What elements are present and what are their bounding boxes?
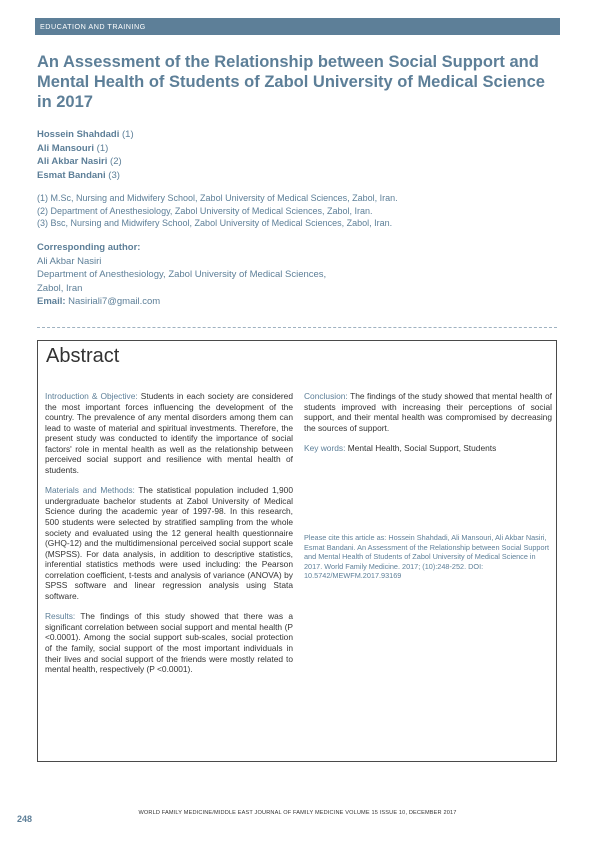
abstract-keywords-paragraph bbox=[304, 443, 552, 454]
section-header-band bbox=[35, 18, 560, 35]
author-list bbox=[37, 128, 134, 182]
methods-text: The statistical population included 1,900 undergraduate bachelor students at Zabol University of Medical Science during the academic year of 1997-98. In this research, 500 students were selected by stratified sampling from the whole society and evaluated using the 12 general health questionnaire (GHQ-12) and the multidimensional perceived social support scale (MSPSS). For data analysis, in addition to descriptive statistics, inferential statistics methods were used including: the Pearson correlation coefficient, t-tests and analysis of variance (ANOVA) by SPSS software and linear regression analysis using Stata software. bbox=[45, 485, 293, 601]
abstract-box bbox=[37, 340, 557, 762]
author-item bbox=[37, 142, 134, 156]
conclusion-label: Conclusion: bbox=[304, 391, 348, 401]
corresponding-name: Ali Akbar Nasiri bbox=[37, 255, 102, 267]
intro-text: Students in each society are considered the most important forces influencing the development of the country. The prevalence of any mental disorders among them can lead to waste of material and spiritual investments. Therefore, the present study was conducted to identify the importance of social factors' role in mental health as well as the relationship between perceived social support and resilience with mental health of students. bbox=[45, 391, 294, 475]
abstract-intro-paragraph bbox=[45, 391, 293, 475]
author-ref: (1) bbox=[122, 129, 134, 140]
abstract-methods-paragraph bbox=[45, 485, 293, 601]
page-number: 248 bbox=[17, 814, 33, 824]
author-ref: (3) bbox=[108, 169, 120, 181]
citation-note: Please cite this article as: Hossein Shahdadi, Ali Mansouri, Ali Akbar Nasiri, Esmat Bandani. An Assessment of the Relationship between Social Support and Mental Health of Students of Zabol University of Medical Science in 2017. World Family Medicine. 2017; (10):248-252. DOI: 10.5742/MEWFM.2017.93169 bbox=[304, 533, 549, 581]
author-ref: (1) bbox=[96, 142, 109, 154]
results-label: Results: bbox=[45, 611, 76, 622]
abstract-results-paragraph bbox=[45, 611, 293, 674]
section-divider bbox=[37, 327, 557, 328]
corresponding-city: Zabol, Iran bbox=[37, 282, 83, 294]
affiliation-list bbox=[37, 192, 398, 230]
author-item bbox=[37, 128, 134, 142]
email-label: Email: bbox=[37, 296, 66, 307]
section-label: EDUCATION AND TRAINING bbox=[40, 22, 146, 31]
corresponding-heading: Corresponding author: bbox=[37, 242, 141, 253]
intro-label: Introduction & Objective: bbox=[45, 391, 138, 401]
results-text: The findings of this study showed that there was a significant correlation between social support and mental health (P <0.0001). Among the social support sub-scales, social protection of the family, social support of the most important individuals in their lives and social support of the friends were mostly related to mental health, respectively (P <0.0001). bbox=[45, 611, 293, 675]
author-item bbox=[37, 169, 134, 183]
keywords-text: Mental Health, Social Support, Students bbox=[347, 443, 497, 454]
journal-footer: WORLD FAMILY MEDICINE/MIDDLE EAST JOURNAL OF FAMILY MEDICINE VOLUME 15 ISSUE 10, DECEMBER 2017 bbox=[138, 810, 457, 816]
author-ref: (2) bbox=[110, 156, 122, 167]
author-item bbox=[37, 155, 134, 169]
article-title: An Assessment of the Relationship between Social Support and Mental Health of Students of Zabol University of Medical Science in 2017 bbox=[37, 53, 545, 111]
author-name: Esmat Bandani bbox=[37, 169, 106, 181]
abstract-heading: Abstract bbox=[46, 345, 120, 367]
author-name: Ali Mansouri bbox=[37, 142, 95, 154]
conclusion-text: The findings of the study showed that mental health of students improved with increasing their perceptions of social support, and their mental health was compromised by decreasing the sources of support. bbox=[304, 391, 552, 433]
keywords-label: Key words: bbox=[304, 443, 346, 454]
abstract-conclusion-paragraph bbox=[304, 391, 552, 433]
affiliation-item: (2) Department of Anesthesiology, Zabol University of Medical Sciences, Zabol, Iran. bbox=[37, 205, 373, 216]
corresponding-author-block bbox=[37, 241, 326, 309]
affiliation-item: (1) M.Sc, Nursing and Midwifery School, Zabol University of Medical Sciences, Zabol, Iran. bbox=[37, 193, 398, 203]
author-name: Hossein Shahdadi bbox=[37, 129, 120, 140]
abstract-left-column bbox=[45, 391, 293, 685]
abstract-right-column bbox=[304, 391, 552, 464]
corresponding-department: Department of Anesthesiology, Zabol University of Medical Sciences, bbox=[37, 269, 327, 280]
methods-label: Materials and Methods: bbox=[45, 485, 135, 496]
author-name: Ali Akbar Nasiri bbox=[37, 156, 108, 167]
affiliation-item: (3) Bsc, Nursing and Midwifery School, Zabol University of Medical Sciences, Zabol, Iran. bbox=[37, 218, 393, 228]
email-link[interactable]: Nasiriali7@gmail.com bbox=[68, 296, 161, 307]
